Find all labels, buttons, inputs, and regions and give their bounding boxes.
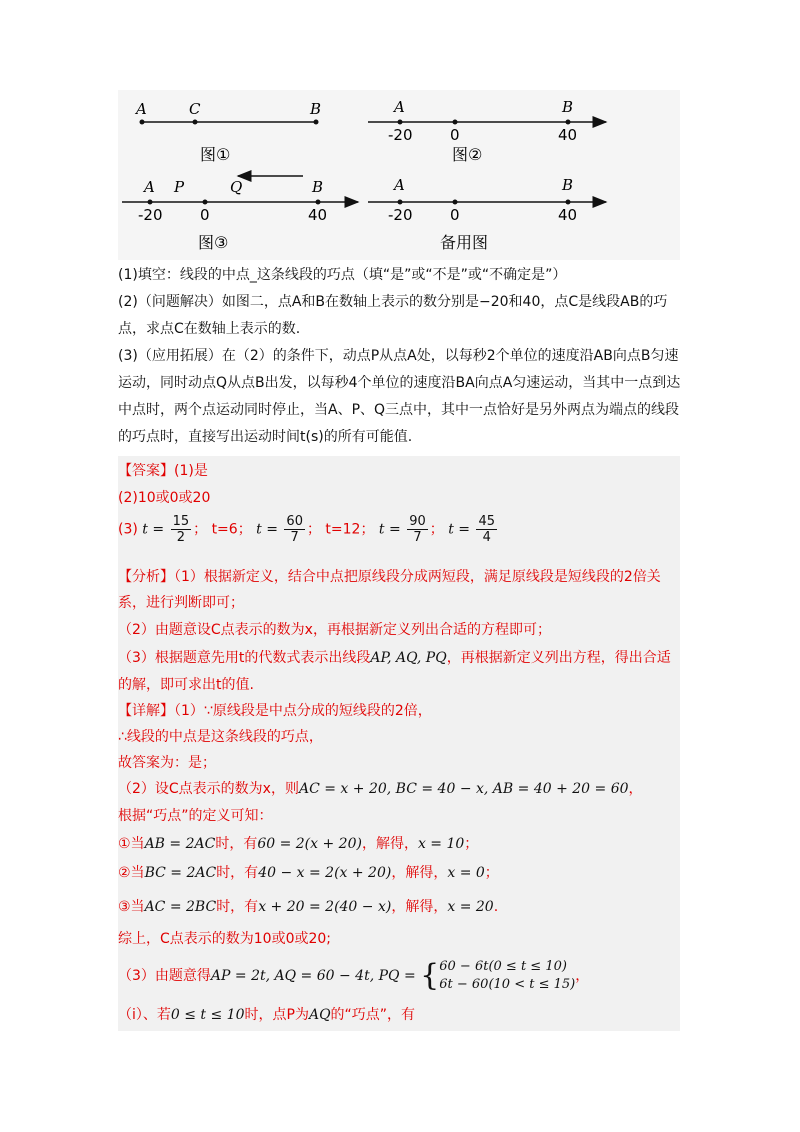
analysis-line-3: （2）由题意设C点表示的数为x，再根据新定义列出合适的方程即可； — [118, 622, 551, 638]
label-b: B — [312, 178, 324, 196]
solution-panel — [118, 456, 680, 1031]
case-2: ②当BC = 2AC时，有40 − x = 2(x + 20)，解得，x = 0； — [118, 865, 499, 881]
tick-40: 40 — [558, 206, 578, 224]
tick-neg20: -20 — [388, 206, 413, 224]
label-a: A — [394, 176, 405, 194]
point-zero — [453, 120, 458, 125]
answer-1: (1)是 — [174, 463, 208, 479]
piecewise: { 60 − 6t(0 ≤ t ≤ 10) 6t − 60(10 < t ≤ 15) — [420, 958, 576, 993]
point-a — [140, 120, 145, 125]
answer-3-prefix: (3) — [118, 521, 138, 538]
detail-line-5: 根据“巧点”的定义可知： — [118, 808, 273, 824]
question-1: (1)填空：线段的中点_这条线段的巧点（填“是”或“不是”或“不确定是”） — [118, 267, 567, 283]
t-equals: t = — [378, 521, 401, 538]
point-zero — [453, 200, 458, 205]
figure-3 — [122, 176, 358, 252]
analysis-label: 【分析】 — [118, 569, 174, 585]
figure-4 — [368, 176, 606, 252]
detail-part-3: （3）由题意得AP = 2t, AQ = 60 − 4t, PQ = { 60 − 6t(0 ≤ t ≤ 10) 6t − 60(10 < t ≤ 15) ， — [118, 958, 590, 993]
answer-label: 【答案】 — [118, 463, 174, 479]
t-equals: t = — [142, 521, 165, 538]
number-line-figures — [118, 90, 680, 260]
label-b: B — [562, 176, 574, 194]
t-equals: t = — [448, 521, 470, 538]
tick-0: 0 — [450, 126, 460, 144]
question-2: (2)（问题解决）如图二，点A和B在数轴上表示的数分别是−20和40，点C是线段AB的巧点，求点C在数轴上表示的数. — [118, 294, 668, 337]
t-value: t=12 — [325, 521, 361, 538]
label-q: Q — [230, 178, 243, 196]
tick-neg20: -20 — [138, 206, 163, 224]
label-p: P — [174, 178, 185, 196]
point-b — [566, 120, 571, 125]
analysis-line-5: 的解，即可求出t的值. — [118, 677, 254, 693]
detail-line-4: （2）设C点表示的数为x，则AC = x + 20, BC = 40 − x, AB = 40 + 20 = 60， — [118, 781, 643, 797]
fraction: $\frac{60}{7}$ — [286, 514, 303, 545]
label-b: B — [310, 100, 322, 118]
problem-statement — [118, 262, 688, 451]
fraction: $\frac{45}{4}$ — [478, 514, 495, 545]
t-value: t=6 — [211, 521, 238, 538]
caption-fig2: 图② — [452, 145, 483, 164]
point-a — [148, 200, 153, 205]
answer-line-3: (3) t = $\frac{15}{2}$ ； t=6； t = $\frac{60}{7}$ ； t=12； t = $\frac{90}{7}$ ； t = $\frac{45}{4}$ — [118, 514, 495, 545]
point-zero — [203, 200, 208, 205]
case-1: ①当AB = 2AC时，有60 = 2(x + 20)，解得，x = 10； — [118, 836, 479, 852]
label-a: A — [394, 98, 405, 116]
figure-panel — [118, 90, 680, 260]
fraction: $\frac{15}{2}$ — [172, 514, 190, 545]
figure-1 — [134, 100, 321, 164]
detail-label: 【详解】 — [118, 703, 174, 719]
point-c — [193, 120, 198, 125]
detail-line-1: 【详解】（1）∵原线段是中点分成的短线段的2倍， — [118, 703, 432, 719]
tick-0: 0 — [200, 206, 210, 224]
t-equals: t = — [256, 521, 278, 538]
label-a: A — [136, 100, 147, 118]
analysis-line-2: 系，进行判断即可； — [118, 595, 244, 611]
point-a — [398, 120, 403, 125]
tick-neg20: -20 — [388, 126, 413, 144]
detail-line-3: 故答案为：是； — [118, 755, 216, 771]
figure-2 — [368, 98, 606, 164]
point-a — [398, 200, 403, 205]
point-b — [316, 200, 321, 205]
detail-line-2: ∴线段的中点是这条线段的巧点， — [118, 729, 323, 745]
analysis-line-4: （3）根据题意先用t的代数式表示出线段AP, AQ, PQ，再根据新定义列出方程，得出合适 — [118, 650, 671, 666]
detail-case-i: （i）、若0 ≤ t ≤ 10时，点P为AQ的“巧点”，有 — [118, 1007, 416, 1023]
tick-40: 40 — [558, 126, 578, 144]
point-b — [314, 120, 319, 125]
answer-line-1 — [118, 460, 208, 480]
tick-0: 0 — [450, 206, 460, 224]
case-3: ③当AC = 2BC时，有x + 20 = 2(40 − x)，解得，x = 20. — [118, 899, 499, 915]
label-c: C — [189, 100, 201, 118]
summary-line: 综上，C点表示的数为10或0或20; — [118, 931, 332, 947]
label-a: A — [144, 178, 155, 196]
caption-fig3: 图③ — [198, 233, 229, 252]
point-b — [566, 200, 571, 205]
caption-fig4: 备用图 — [440, 233, 489, 252]
analysis-line-1: 【分析】（1）根据新定义，结合中点把原线段分成两短段，满足原线段是短线段的2倍关 — [118, 569, 661, 585]
tick-40: 40 — [308, 206, 328, 224]
fraction: $\frac{90}{7}$ — [409, 514, 426, 545]
caption-fig1: 图① — [200, 145, 231, 164]
question-3: (3)（应用拓展）在（2）的条件下，动点P从点A处，以每秒2个单位的速度沿AB向点B匀速运动，同时动点Q从点B出发，以每秒4个单位的速度沿BA向点A匀速运动，当其中一点到达中点时，两个点运动同时停止，当A、P、Q三点中，其中一点恰好是另外两点为端点的线段的巧点时，直接写出运动时间t(s)的所有可能值. — [118, 348, 681, 445]
math-expression: AC = x + 20, BC = 40 − x, AB = 40 + 20 = 60 — [298, 781, 629, 797]
answer-2: (2)10或0或20 — [118, 490, 211, 506]
math-segments: AP, AQ, PQ — [370, 650, 447, 666]
label-b: B — [562, 98, 574, 116]
